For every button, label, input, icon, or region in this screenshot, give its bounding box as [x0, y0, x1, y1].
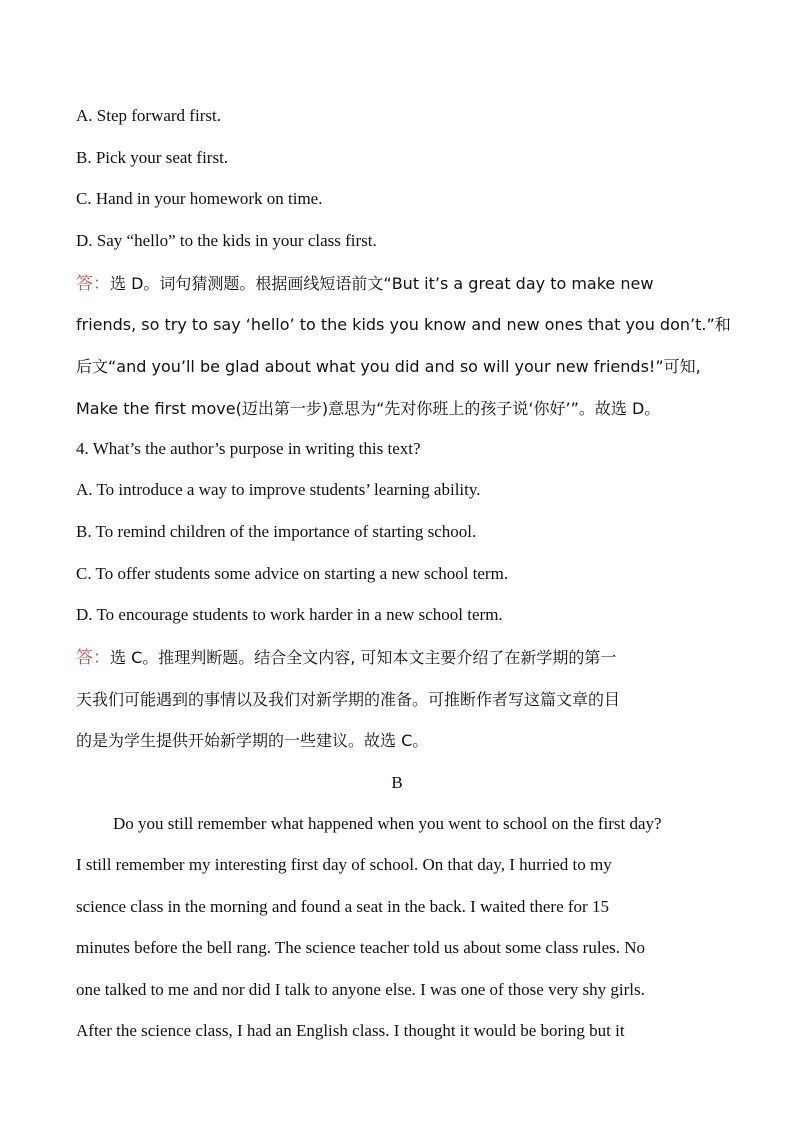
option-3a: A. Step forward first. — [76, 106, 221, 125]
option-3b: B. Pick your seat first. — [76, 148, 229, 167]
answer-text: 天我们可能遇到的事情以及我们对新学期的准备。可推断作者写这篇文章的目 — [76, 690, 621, 709]
option-4c: C. To offer students some advice on starting a new school term. — [76, 564, 509, 583]
section-title: B — [391, 773, 403, 792]
answer-3-line-4 — [76, 398, 716, 420]
passage-line-4: minutes before the bell rang. The science teacher told us about some class rules. No — [76, 938, 646, 957]
answer-3-line-1 — [76, 273, 716, 295]
passage-line-3: science class in the morning and found a seat in the back. I waited there for 15 — [76, 897, 609, 916]
option-3c: C. Hand in your homework on time. — [76, 189, 323, 208]
answer-text: Make the first move(迈出第一步)意思为“先对你班上的孩子说‘你好’”。故选 D。 — [76, 399, 661, 418]
answer-text: friends, so try to say ‘hello’ to the kids you know and new ones that you don’t.”和 — [76, 315, 731, 334]
answer-text: 后文“and you’ll be glad about what you did and so will your new friends!”可知, — [76, 357, 701, 376]
answer-4-line-1 — [76, 647, 716, 669]
answer-text: 选 C。推理判断题。结合全文内容, 可知本文主要介绍了在新学期的第一 — [110, 648, 617, 667]
option-4b: B. To remind children of the importance of starting school. — [76, 522, 477, 541]
option-3d: D. Say “hello” to the kids in your class first. — [76, 231, 377, 250]
answer-4-line-3 — [76, 730, 716, 752]
answer-text: 选 D。词句猜测题。根据画线短语前文“But it’s a great day to make new — [110, 274, 654, 293]
answer-label: 答： — [76, 274, 110, 294]
answer-label: 答： — [76, 648, 110, 668]
question-4: 4. What’s the author’s purpose in writing this text? — [76, 439, 421, 458]
answer-text: 的是为学生提供开始新学期的一些建议。故选 C。 — [76, 731, 429, 750]
answer-3-line-3 — [76, 356, 716, 378]
passage-line-5: one talked to me and nor did I talk to anyone else. I was one of those very shy girls. — [76, 980, 645, 999]
option-4a: A. To introduce a way to improve students’ learning ability. — [76, 480, 481, 499]
passage-line-6: After the science class, I had an English class. I thought it would be boring but it — [76, 1021, 625, 1040]
option-4d: D. To encourage students to work harder in a new school term. — [76, 605, 503, 624]
answer-4-line-2 — [76, 689, 716, 711]
answer-3-line-2 — [76, 314, 731, 336]
passage-line-2: I still remember my interesting first day of school. On that day, I hurried to my — [76, 855, 612, 874]
passage-line-1: Do you still remember what happened when you went to school on the first day? — [113, 814, 662, 833]
